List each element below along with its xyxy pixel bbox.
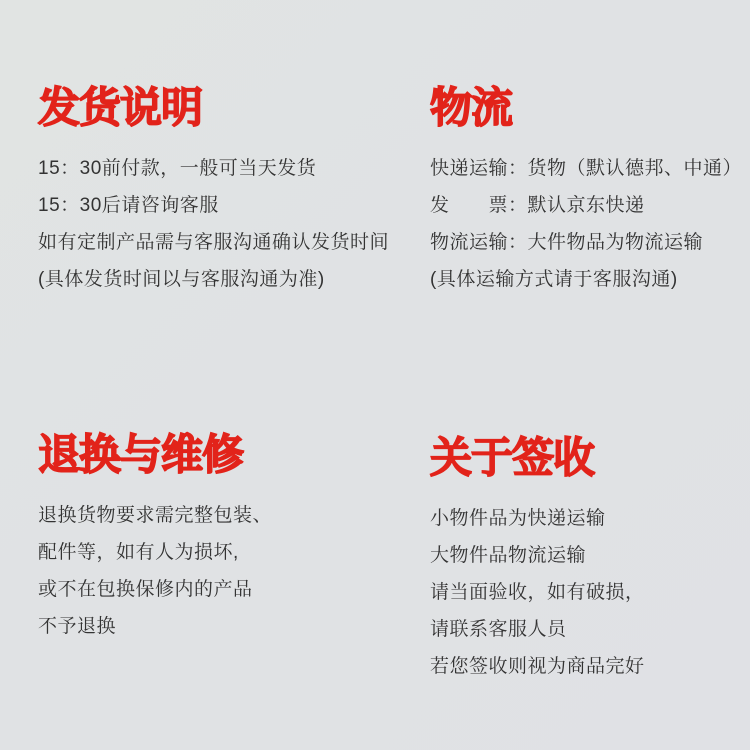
sign-receipt-body [430,500,740,685]
return-repair-line: 配件等，如有人为损坏, [38,542,239,564]
sign-receipt-line: 大物件品物流运输 [430,545,587,567]
sign-receipt-line: 若您签收则视为商品完好 [430,656,645,678]
logistics-line: 发 票：默认京东快递 [430,195,645,217]
sign-receipt-title: 关于签收 [430,434,595,481]
return-repair-line: 不予退换 [38,616,117,638]
sign-receipt-line: 小物件品为快递运输 [430,508,606,530]
shipping-notes-line: 15：30后请咨询客服 [38,195,219,217]
logistics-line: (具体运输方式请于客服沟通) [430,269,678,291]
shipping-notes-line: (具体发货时间以与客服沟通为准) [38,269,325,291]
shipping-notes-line: 15：30前付款，一般可当天发货 [38,158,317,180]
shipping-notes-body [38,150,398,298]
return-repair-line: 退换货物要求需完整包装、 [38,505,273,527]
shipping-notes-title: 发货说明 [38,84,203,131]
return-repair-line: 或不在包换保修内的产品 [38,579,253,601]
section-return-repair [38,433,398,645]
return-repair-body [38,497,398,645]
shipping-notes-line: 如有定制产品需与客服沟通确认发货时间 [38,232,390,254]
section-shipping-notes [38,86,398,298]
section-logistics [430,84,743,298]
sign-receipt-line: 请联系客服人员 [430,619,567,641]
return-repair-title: 退换与维修 [38,431,244,478]
logistics-line: 快递运输：货物（默认德邦、中通） [430,158,743,180]
logistics-body [430,150,743,298]
section-sign-receipt [430,436,740,685]
sign-receipt-line: 请当面验收，如有破损， [430,582,645,604]
logistics-title: 物流 [430,84,513,131]
logistics-line: 物流运输：大件物品为物流运输 [430,232,704,254]
